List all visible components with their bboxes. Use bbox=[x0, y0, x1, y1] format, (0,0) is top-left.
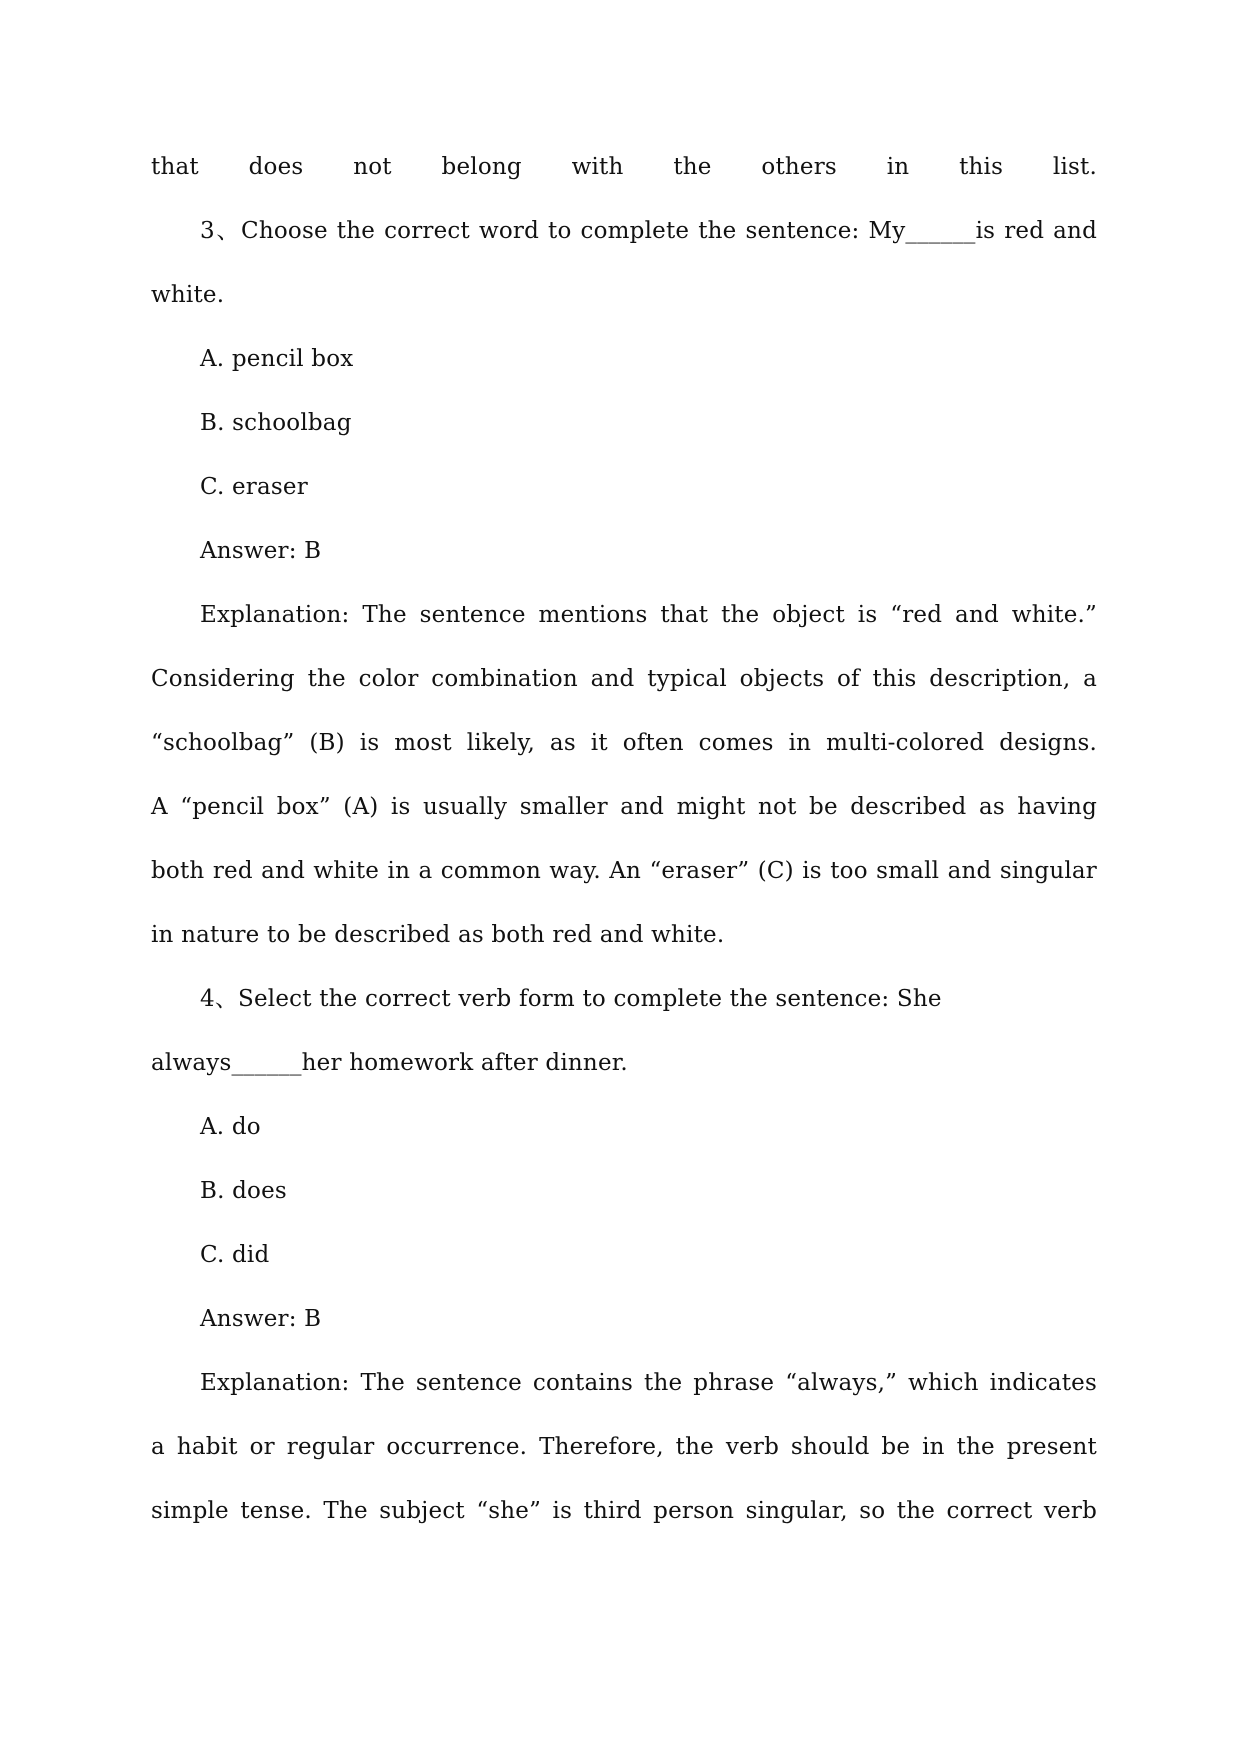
question-3-prompt-continuation: white. bbox=[151, 282, 225, 308]
question-4-option-c: C. did bbox=[200, 1242, 270, 1268]
question-4-prompt: 4、Select the correct verb form to complete the sentence: She bbox=[200, 986, 942, 1012]
question-3-option-a: A. pencil box bbox=[200, 346, 354, 372]
question-4-option-b: B. does bbox=[200, 1178, 287, 1204]
question-4-explanation: Explanation: The sentence contains the phrase “always,” which indicates bbox=[200, 1370, 1097, 1396]
question-4-explanation-line-2: a habit or regular occurrence. Therefore, the verb should be in the present bbox=[151, 1434, 1097, 1460]
question-3-explanation: Explanation: The sentence mentions that the object is “red and white.” bbox=[200, 602, 1097, 628]
question-4-answer: Answer: B bbox=[200, 1306, 322, 1332]
question-3-option-c: C. eraser bbox=[200, 474, 308, 500]
question-4-explanation-line-3: simple tense. The subject “she” is third person singular, so the correct verb bbox=[151, 1498, 1097, 1524]
question-3-explanation-line-6: in nature to be described as both red and white. bbox=[151, 922, 725, 948]
question-3-option-b: B. schoolbag bbox=[200, 410, 352, 436]
question-4-prompt-continuation: always______her homework after dinner. bbox=[151, 1050, 628, 1076]
question-4-option-a: A. do bbox=[200, 1114, 261, 1140]
question-3-explanation-line-4: A “pencil box” (A) is usually smaller and might not be described as having bbox=[151, 794, 1097, 820]
question-3-answer: Answer: B bbox=[200, 538, 322, 564]
question-3-prompt: 3、Choose the correct word to complete the sentence: My______is red and bbox=[200, 218, 1097, 244]
question-3-explanation-line-3: “schoolbag” (B) is most likely, as it often comes in multi-colored designs. bbox=[151, 730, 1097, 756]
question-2-continuation: that does not belong with the others in this list. bbox=[151, 154, 1097, 180]
question-3-explanation-line-2: Considering the color combination and typical objects of this description, a bbox=[151, 666, 1097, 692]
question-3-explanation-line-5: both red and white in a common way. An “eraser” (C) is too small and singular bbox=[151, 858, 1097, 884]
